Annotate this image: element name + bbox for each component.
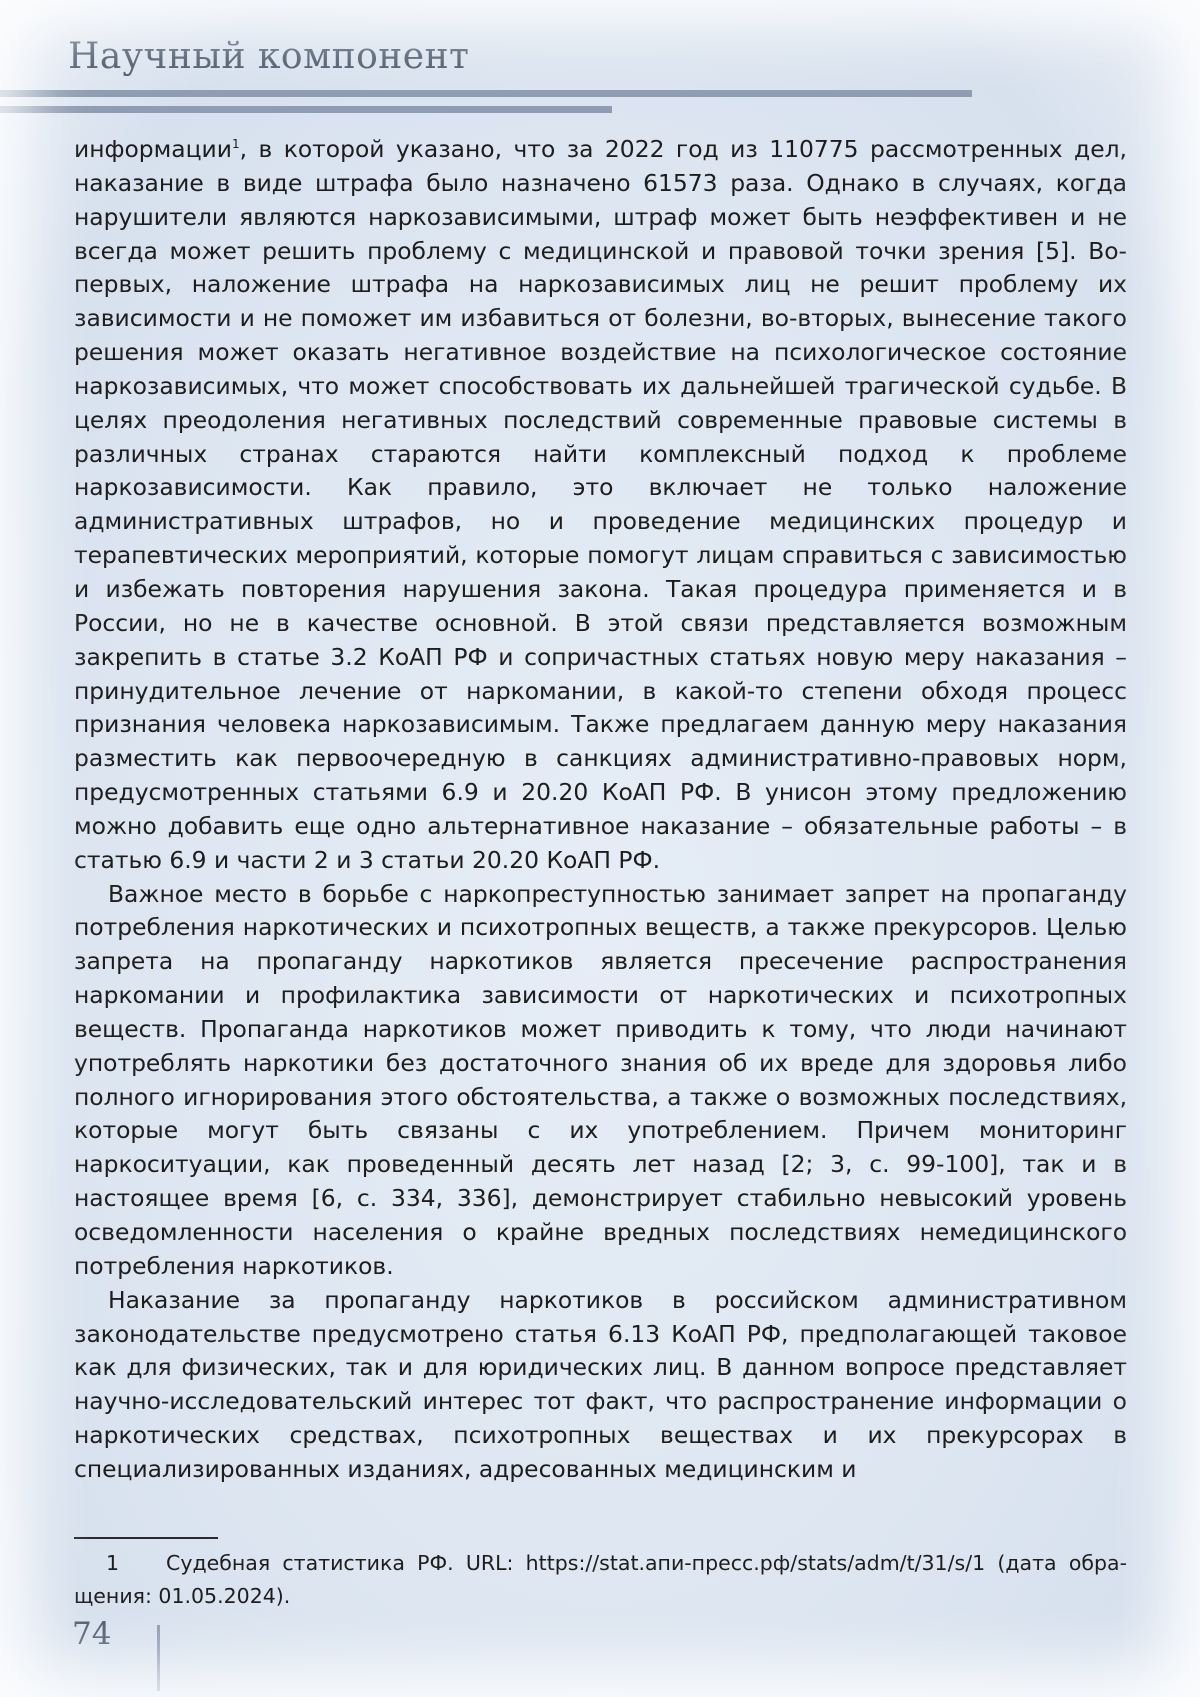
page-number-divider xyxy=(157,1625,160,1691)
article-body xyxy=(74,133,1127,1487)
footnote-number: 1 xyxy=(106,1551,120,1575)
header-rule-short xyxy=(0,106,612,113)
paragraph-1 xyxy=(74,133,1127,878)
paragraph-3: Наказание за пропаганду наркотиков в российском административном законодательстве предусмотрено статья 6.13 КоАП РФ, предполагающей таковое как для физических, так и для юридических лиц. В данном вопросе представляет научно-исследовательский интерес тот факт, что распространение информации о наркотических средствах, психотропных веществах и их прекурсорах в специализированных изданиях, адресованных медицинским и xyxy=(74,1285,1127,1483)
paragraph-1-start: информации xyxy=(74,135,232,163)
paragraph-1-rest: , в которой указано, что за 2022 год из 110775 рассмотренных дел, наказание в виде штрафа было назначено 61573 раза. Однако в случаях, когда нарушители являются наркозависимыми, штраф может быть неэффективен и не всегда может решить проблему с медицинской и правовой точки зрения [5]. Во-первых, наложение штрафа на наркозависимых лиц не решит проблему их зависимости и не поможет им избавиться от болезни, во-вторых, вынесение такого решения может оказать негативное воздействие на психологическое состояние наркозависимых, что может способствовать их дальнейшей трагической судьбе. В целях преодоления негативных последствий современные правовые системы в различных странах стараются найти комплексный подход к проблеме наркозависимости. Как правило, это включает не только наложение административных штрафов, но и проведение медицинских процедур и терапевтических мероприятий, которые помогут лицам справиться с зависимостью и избежать повторения нарушения закона. Такая процедура применяется и в России, но не в качестве основной. В этой связи представляется возможным закрепить в статье 3.2 КоАП РФ и сопричастных статьях новую меру наказания – принудительное лечение от наркомании, в какой-то степени обходя процесс признания человека наркозависимым. Также предлагаем данную меру наказания разместить как первоочередную в санкциях административно-правовых норм, предусмотренных статьями 6.9 и 20.20 КоАП РФ. В унисон этому предложению можно добавить еще одно альтернативное наказание – обязательные работы – в статью 6.9 и части 2 и 3 статьи 20.20 КоАП РФ. xyxy=(74,135,1127,874)
footnote-text: Судебная статистика РФ. URL: https://stat.апи-пресс.рф/stats/adm/t/31/s/1 (дата обращения: 01.05.2024). xyxy=(74,1551,1127,1608)
footnote-reference: 1 xyxy=(231,137,240,152)
footnote xyxy=(74,1547,1127,1613)
header-rule-long xyxy=(0,90,972,97)
footnote-separator xyxy=(74,1537,218,1539)
section-header-title: Научный компонент xyxy=(68,36,470,77)
paragraph-2: Важное место в борьбе с наркопреступностью занимает запрет на пропаганду потребления наркотических и психотропных веществ, а также прекурсоров. Целью запрета на пропаганду наркотиков является пресечение распространения наркомании и профилактика зависимости от наркотических и психотропных веществ. Пропаганда наркотиков может приводить к тому, что люди начинают употреблять наркотики без достаточного знания об их вреде для здоровья либо полного игнорирования этого обстоятельства, а также о возможных последствиях, которые могут быть связаны с их употреблением. Причем мониторинг наркоситуации, как проведенный десять лет назад [2; 3, с. 99-100], так и в настоящее время [6, с. 334, 336], демонстрирует стабильно невысокий уровень осведомленности населения о крайне вредных последствиях немедицинского потребления наркотиков. xyxy=(74,879,1127,1280)
page-number: 74 xyxy=(72,1616,112,1652)
